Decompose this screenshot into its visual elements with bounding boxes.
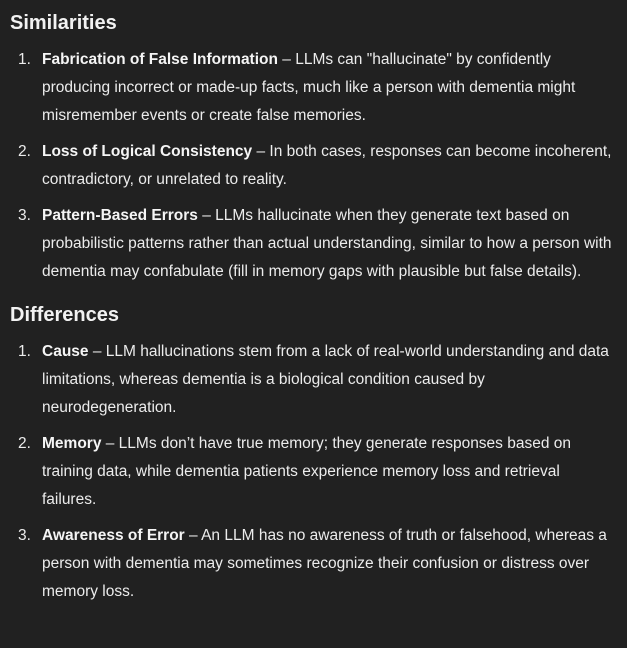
item-term: Fabrication of False Information: [42, 51, 278, 68]
item-text: – An LLM has no awareness of truth or falsehood, whereas a person with dementia may sometimes recognize their confusion or distress over memory loss.: [42, 527, 607, 600]
item-term: Loss of Logical Consistency: [42, 143, 253, 160]
list-item: [10, 338, 615, 422]
item-text: – LLMs hallucinate when they generate text based on probabilistic patterns rather than actual understanding, similar to how a person with dementia may confabulate (fill in memory gaps with plausible but false details).: [42, 207, 612, 280]
item-text: – LLM hallucinations stem from a lack of real-world understanding and data limitations, whereas dementia is a biological condition caused by neurodegeneration.: [42, 343, 609, 416]
list-item: [10, 202, 615, 286]
item-term: Memory: [42, 435, 102, 452]
item-text: – LLMs can "hallucinate" by confidently producing incorrect or made-up facts, much like a person with dementia might misremember events or create false memories.: [42, 51, 576, 124]
similarities-list: [10, 46, 615, 286]
list-item: [10, 430, 615, 514]
item-number: 1.: [18, 343, 31, 360]
item-number: 1.: [18, 51, 31, 68]
item-text: – In both cases, responses can become incoherent, contradictory, or unrelated to reality.: [42, 143, 612, 188]
item-number: 2.: [18, 143, 31, 160]
differences-list: [10, 338, 615, 606]
item-term: Cause: [42, 343, 89, 360]
item-number: 3.: [18, 207, 31, 224]
list-item: [10, 138, 615, 194]
differences-heading: Differences: [10, 304, 119, 326]
item-number: 3.: [18, 527, 31, 544]
item-term: Pattern-Based Errors: [42, 207, 198, 224]
item-number: 2.: [18, 435, 31, 452]
item-text: – LLMs don’t have true memory; they generate responses based on training data, while dementia patients experience memory loss and retrieval failures.: [42, 435, 572, 508]
list-item: [10, 46, 615, 130]
list-item: [10, 522, 615, 606]
similarities-heading: Similarities: [10, 12, 117, 34]
item-term: Awareness of Error: [42, 527, 185, 544]
